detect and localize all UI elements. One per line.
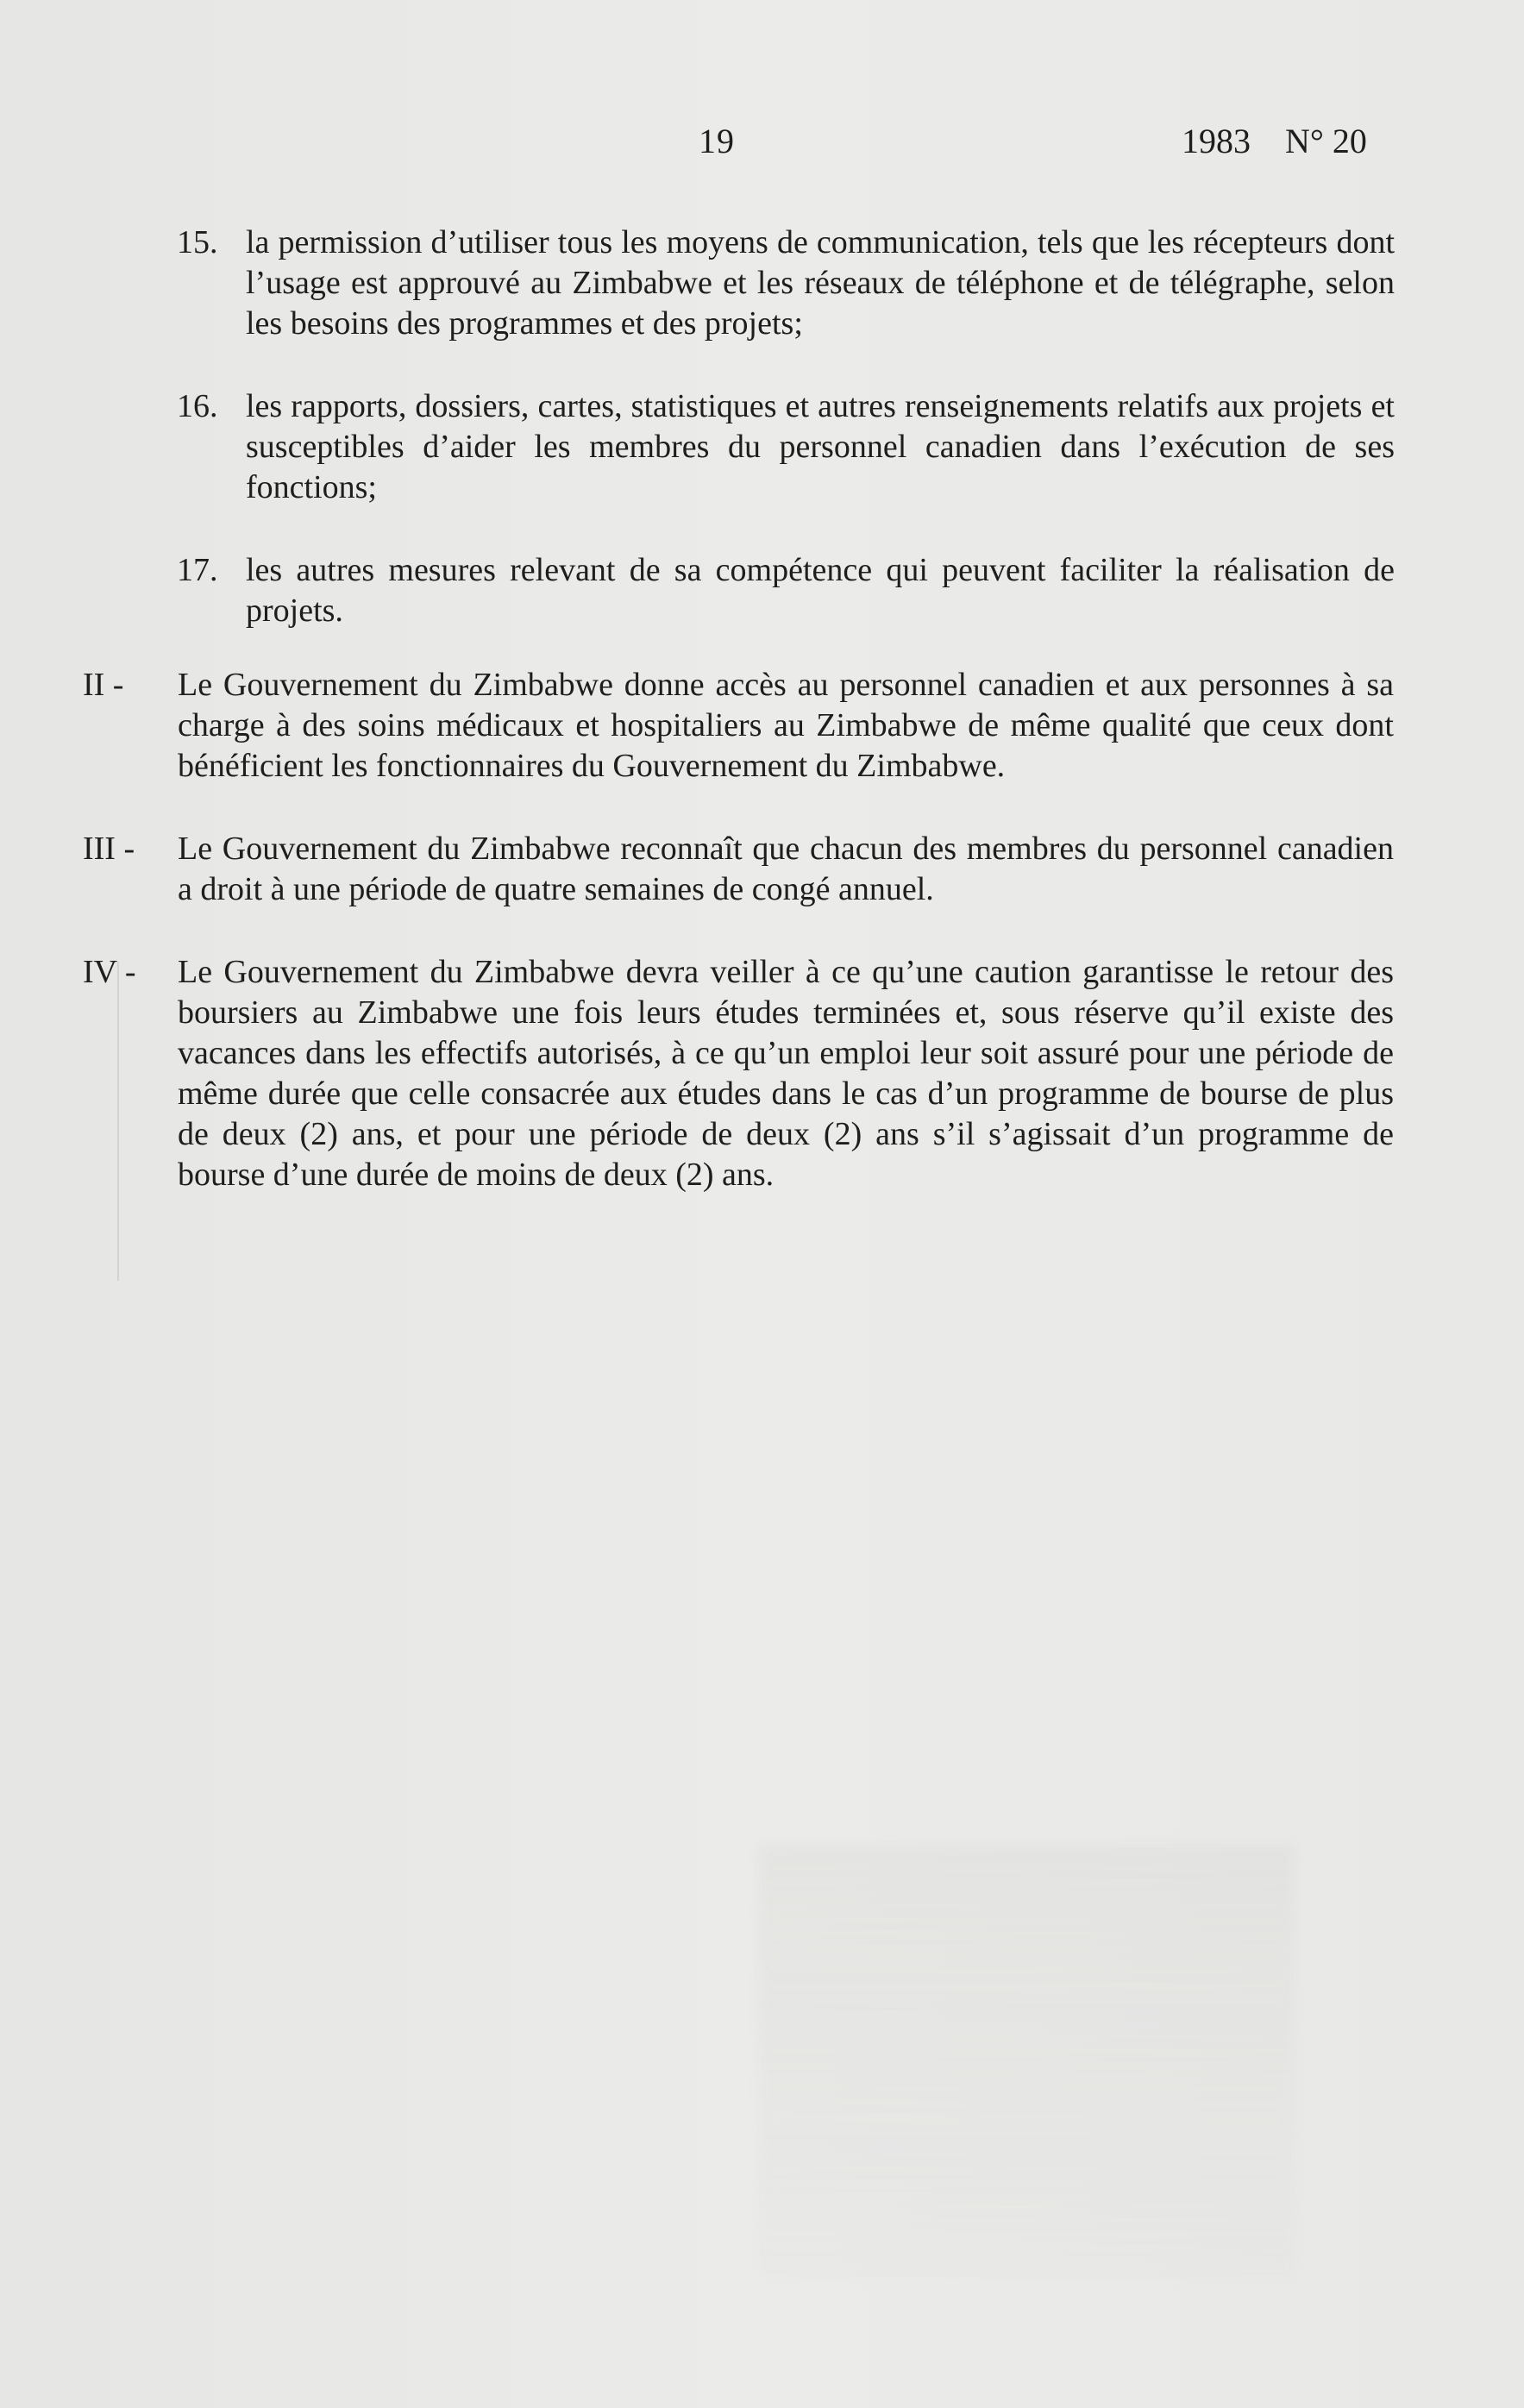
list-item [177, 550, 1395, 631]
item-number: 15. [177, 224, 218, 260]
section-number: II - [83, 667, 124, 703]
section-text: Le Gouvernement du Zimbabwe devra veiller à ce qu’une caution garantisse le retour des boursiers au Zimbabwe une fois leurs études terminées et, sous réserve qu’il existe des vacances dans les effectifs autorisés, à ce qu’un emploi leur soit assuré pour une période de même durée que celle consacrée aux études dans le cas d’un programme de bourse de plus de deux (2) ans, et pour une période de deux (2) ans s’il s’agissait d’un programme de bourse d’une durée de moins de deux (2) ans. [178, 954, 1394, 1193]
page-number: 19 [699, 122, 735, 160]
item-number: 17. [177, 552, 218, 588]
section-number: IV - [83, 954, 136, 990]
publication-reference [1182, 121, 1367, 161]
roman-sections [83, 665, 1394, 1238]
section-number: III - [83, 831, 135, 867]
publication-year: 1983 [1182, 122, 1251, 160]
section-text: Le Gouvernement du Zimbabwe donne accès au personnel canadien et aux personnes à sa charge à des soins médicaux et hospitaliers au Zimbabwe de même qualité que ceux dont bénéficient les fonctionnaires du Gouvernement du Zimbabwe. [178, 667, 1394, 784]
numbered-items [177, 223, 1395, 674]
item-number: 16. [177, 388, 218, 424]
list-item [177, 386, 1395, 508]
item-text: les autres mesures relevant de sa compétence qui peuvent faciliter la réalisation de projets. [246, 552, 1395, 629]
section-paragraph [83, 829, 1394, 910]
margin-rule [117, 962, 119, 1281]
list-item [177, 223, 1395, 344]
show-through-shadow [759, 1846, 1294, 2277]
section-paragraph [83, 952, 1394, 1195]
section-paragraph [83, 665, 1394, 787]
section-text: Le Gouvernement du Zimbabwe reconnaît que chacun des membres du personnel canadien a droit à une période de quatre semaines de congé annuel. [178, 831, 1394, 907]
item-text: la permission d’utiliser tous les moyens de communication, tels que les récepteurs dont l’usage est approuvé au Zimbabwe et les réseaux de téléphone et de télégraphe, selon les besoins des programmes et des projets; [246, 224, 1395, 342]
publication-number: N° 20 [1285, 122, 1367, 160]
item-text: les rapports, dossiers, cartes, statistiques et autres renseignements relatifs aux projets et susceptibles d’aider les membres du personnel canadien dans l’exécution de ses fonctions; [246, 388, 1395, 505]
